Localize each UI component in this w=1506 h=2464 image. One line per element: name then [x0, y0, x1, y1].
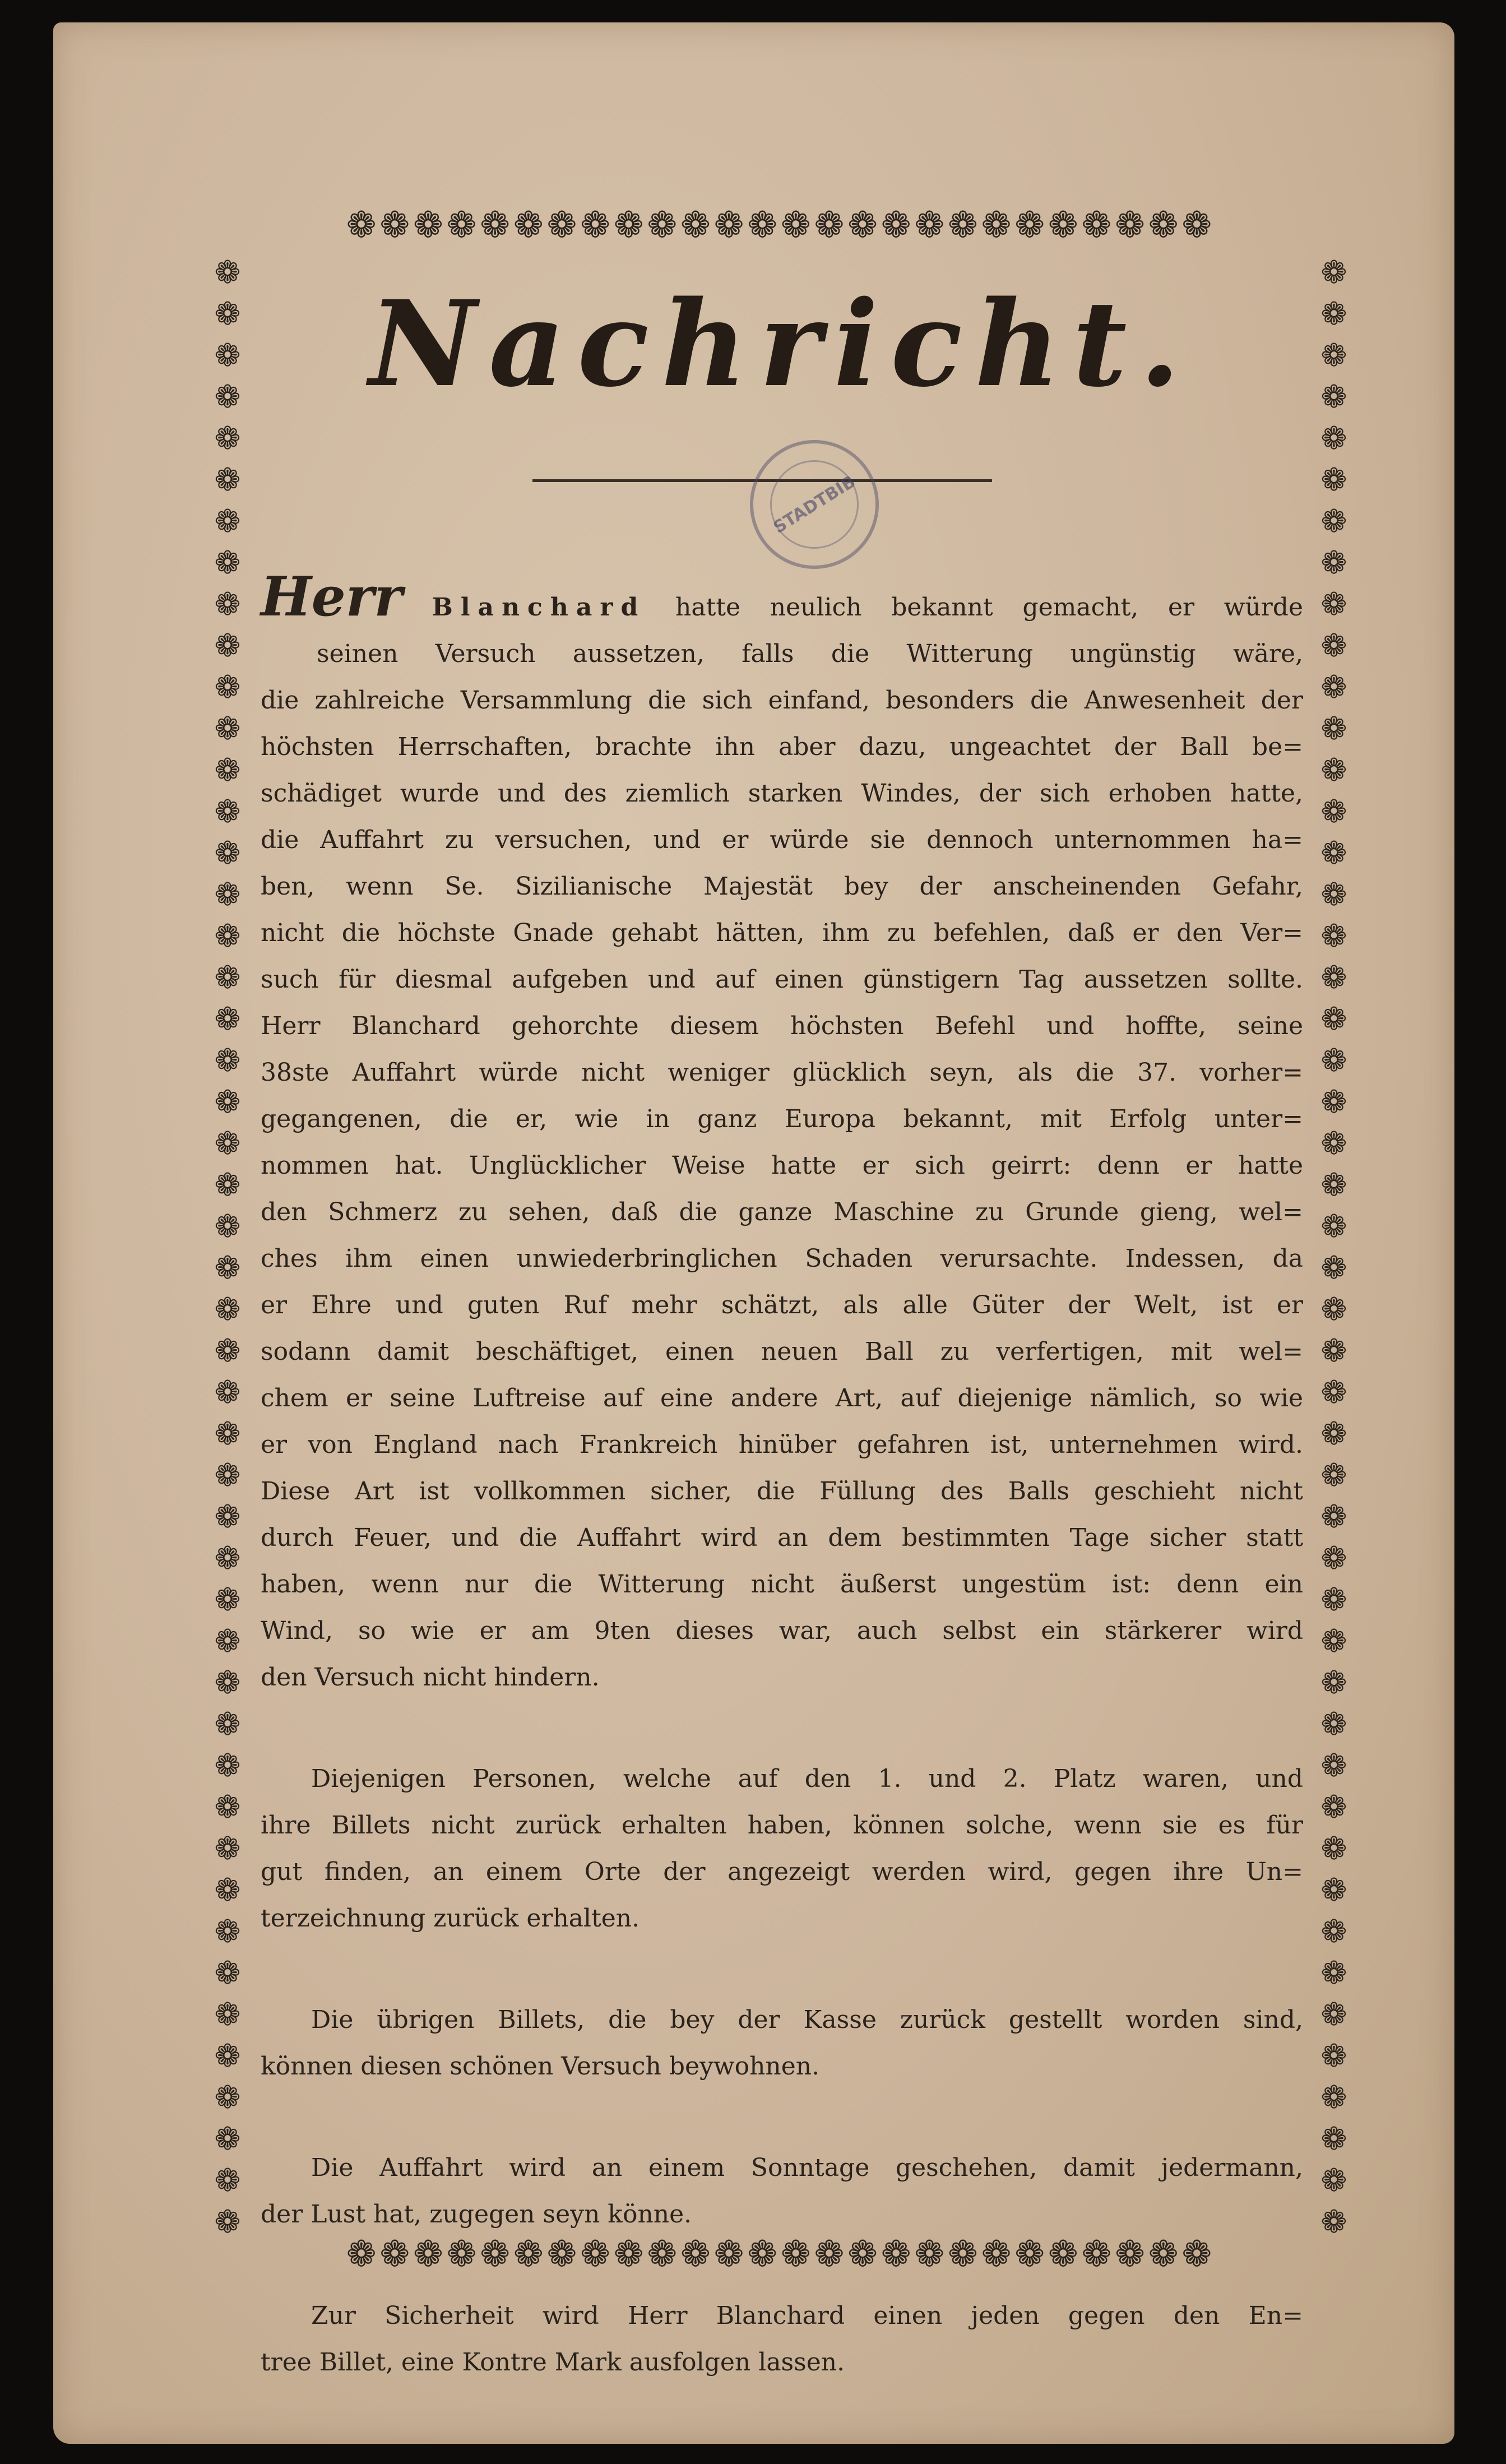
text-line: Diese Art ist vollkommen sicher, die Füllung des Balls geschieht nicht	[261, 1477, 1303, 1506]
text-line: ches ihm einen unwiederbringlichen Schaden verursachte. Indessen, da	[261, 1244, 1303, 1273]
library-stamp	[726, 416, 903, 594]
text-line: sodann damit beschäftiget, einen neuen Ball zu verfertigen, mit wel=	[261, 1337, 1303, 1366]
text-line: gut finden, an einem Orte der angezeigt werden wird, gegen ihre Un=	[261, 1858, 1303, 1886]
text-line: den Schmerz zu sehen, daß die ganze Maschine zu Grunde gieng, wel=	[261, 1198, 1303, 1226]
paragraph-5	[261, 2292, 1303, 2386]
paragraph-1	[261, 565, 1303, 1701]
text-line: ben, wenn Se. Sizilianische Majestät bey der anscheinenden Gefahr,	[261, 872, 1303, 901]
library-stamp-text: STADTBIB	[770, 471, 859, 538]
text-line: schädiget wurde und des ziemlich starken Windes, der sich erhoben hatte,	[261, 779, 1303, 808]
ornamental-frame	[207, 207, 1354, 2377]
drop-cap-text: Herr	[261, 565, 402, 628]
text-line: tree Billet, eine Kontre Mark ausfolgen lassen.	[261, 2348, 845, 2377]
text-line: seinen Versuch aussetzen, falls die Witterung ungünstig wäre,	[317, 640, 1303, 668]
text-line: gegangenen, die er, wie in ganz Europa bekannt, mit Erfolg unter=	[261, 1105, 1303, 1133]
text-line: Zur Sicherheit wird Herr Blanchard einen jeden gegen den En=	[311, 2301, 1303, 2330]
ornament-border-right: ❁❁❁❁❁❁❁❁❁❁❁❁❁❁❁❁❁❁❁❁❁❁❁❁❁❁❁❁❁❁❁❁❁❁❁❁❁❁❁❁❁❁❁❁❁❁❁❁	[1320, 254, 1347, 2236]
text-line: nicht die höchste Gnade gehabt hätten, ihm zu befehlen, daß er den Ver=	[261, 919, 1303, 947]
document-title: Nachricht.	[369, 275, 1193, 413]
text-line: haben, wenn nur die Witterung nicht äußerst ungestüm ist: denn ein	[261, 1570, 1303, 1599]
text-line: können diesen schönen Versuch beywohnen.	[261, 2052, 820, 2081]
text-line: der Lust hat, zugegen seyn könne.	[261, 2200, 692, 2229]
text-line: durch Feuer, und die Auffahrt wird an dem bestimmten Tage sicher statt	[261, 1523, 1303, 1552]
paragraph-2	[261, 1756, 1303, 1942]
paper-sheet	[53, 22, 1454, 2444]
text-line: ihre Billets nicht zurück erhalten haben, können solche, wenn sie es für	[261, 1811, 1303, 1840]
text-line: die Auffahrt zu versuchen, und er würde sie dennoch unternommen ha=	[261, 826, 1303, 854]
ornament-border-left: ❁❁❁❁❁❁❁❁❁❁❁❁❁❁❁❁❁❁❁❁❁❁❁❁❁❁❁❁❁❁❁❁❁❁❁❁❁❁❁❁❁❁❁❁❁❁❁❁	[214, 254, 241, 2236]
text-line: den Versuch nicht hindern.	[261, 1663, 600, 1692]
text-line: Die übrigen Billets, die bey der Kasse zurück gestellt worden sind,	[311, 2006, 1303, 2034]
ornament-border-bottom: ❁❁❁❁❁❁❁❁❁❁❁❁❁❁❁❁❁❁❁❁❁❁❁❁❁❁	[346, 2236, 1216, 2275]
text-line: such für diesmal aufgeben und auf einen günstigern Tag aussetzen sollte.	[261, 965, 1303, 994]
text-line: höchsten Herrschaften, brachte ihn aber dazu, ungeachtet der Ball be=	[261, 733, 1303, 761]
document-body	[261, 565, 1303, 2386]
name-blanchard: Blanchard	[432, 593, 646, 622]
library-stamp-ring	[753, 443, 875, 566]
text-line: Herr Blanchard hatte neulich bekannt gemacht, er würde	[261, 565, 1303, 628]
paragraph-3	[261, 1997, 1303, 2090]
text-line: 38ste Auffahrt würde nicht weniger glücklich seyn, als die 37. vorher=	[261, 1058, 1303, 1087]
text-line: Wind, so wie er am 9ten dieses war, auch selbst ein stärkerer wird	[261, 1617, 1303, 1645]
ornament-border-top: ❁❁❁❁❁❁❁❁❁❁❁❁❁❁❁❁❁❁❁❁❁❁❁❁❁❁	[346, 207, 1216, 246]
text-line: er Ehre und guten Ruf mehr schätzt, als alle Güter der Welt, ist er	[261, 1291, 1303, 1319]
text-line: Die Auffahrt wird an einem Sonntage geschehen, damit jedermann,	[311, 2153, 1303, 2182]
text-line: terzeichnung zurück erhalten.	[261, 1904, 640, 1933]
text-line: Diejenigen Personen, welche auf den 1. und 2. Platz waren, und	[311, 1764, 1303, 1793]
text-line: er von England nach Frankreich hinüber gefahren ist, unternehmen wird.	[261, 1430, 1303, 1459]
text-line: die zahlreiche Versammlung die sich einfand, besonders die Anwesenheit der	[261, 686, 1303, 715]
text-line: Herr Blanchard gehorchte diesem höchsten Befehl und hoffte, seine	[261, 1012, 1303, 1040]
text-line: chem er seine Luftreise auf eine andere Art, auf diejenige nämlich, so wie	[261, 1384, 1303, 1412]
paragraph-4	[261, 2145, 1303, 2238]
text-line: nommen hat. Unglücklicher Weise hatte er sich geirrt: denn er hatte	[261, 1151, 1303, 1180]
